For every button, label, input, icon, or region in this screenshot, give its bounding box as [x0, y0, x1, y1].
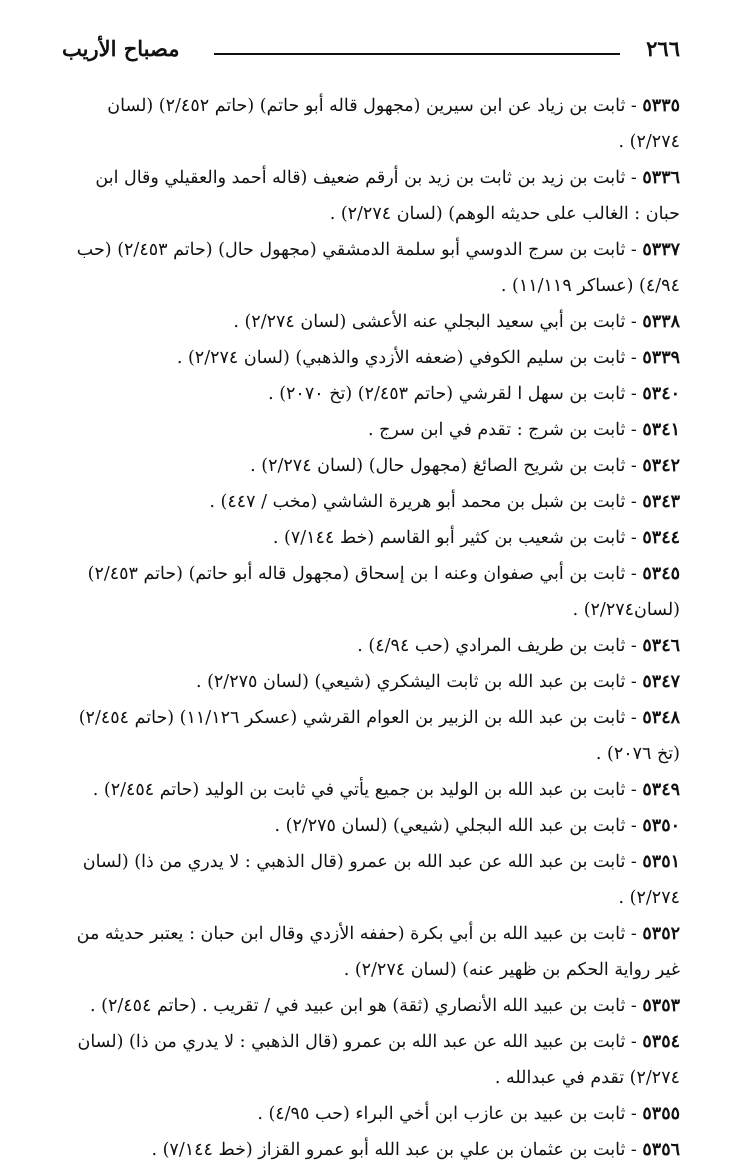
book-title: مصباح الأريب [62, 36, 180, 61]
list-item: ٥٣٤٨ - ثابت بن عبد الله بن الزبير بن العوام القرشي (عسكر ١١/١٢٦) (حاتم ٢/٤٥٤) (تخ ٢٠٧٦) . [78, 708, 680, 764]
entry-number: ٥٣٥٠ [642, 816, 680, 836]
entry-text: ثابت بن أبي صفوان وعنه ا بن إسحاق (مجهول قاله أبو حاتم) (حاتم ٢/٤٥٣) (لسان٢/٢٧٤) . [87, 564, 680, 620]
list-item: ٥٣٥٤ - ثابت بن عبيد الله عن عبد الله بن عمرو (قال الذهبي : لا يدري من ذا) (لسان ٢/٢٧٤) تقدم في عبدالله . [77, 1032, 680, 1088]
entry-text: ثابت بن شريح الصائغ (مجهول حال) (لسان ٢/٢٧٤) . [250, 456, 626, 476]
entry-number: ٥٣٤١ [642, 420, 680, 440]
list-item: ٥٣٤٢ - ثابت بن شريح الصائغ (مجهول حال) (لسان ٢/٢٧٤) . [250, 456, 680, 476]
entry-text: ثابت بن عبد الله البجلي (شيعي) (لسان ٢/٢٧٥) . [274, 816, 626, 836]
list-item: ٥٣٤٧ - ثابت بن عبد الله بن ثابت اليشكري (شيعي) (لسان ٢/٢٧٥) . [195, 672, 680, 692]
entry-text: ثابت بن عبيد الله عن عبد الله بن عمرو (قال الذهبي : لا يدري من ذا) (لسان ٢/٢٧٤) تقدم في عبدالله . [77, 1032, 680, 1088]
entry-text: ثابت بن شبل بن محمد أبو هريرة الشاشي (مخب / ٤٤٧) . [209, 492, 626, 512]
entry-number: ٥٣٤٢ [642, 456, 680, 476]
list-item: ٥٣٤٤ - ثابت بن شعيب بن كثير أبو القاسم (خط ٧/١٤٤) . [272, 528, 680, 548]
entry-text: ثابت بن أبي سعيد البجلي عنه الأعشى (لسان ٢/٢٧٤) . [233, 312, 626, 332]
entry-number: ٥٣٣٦ [642, 168, 680, 188]
entry-text: ثابت بن عبد الله عن عبد الله بن عمرو (قال الذهبي : لا يدري من ذا) (لسان ٢/٢٧٤) . [82, 852, 680, 908]
entry-text: ثابت بن طريف المرادي (حب ٤/٩٤) . [357, 636, 626, 656]
entry-number: ٥٣٣٧ [642, 240, 680, 260]
entry-text: ثابت بن عبيد بن عازب ابن أخي البراء (حب ٤/٩٥) . [257, 1104, 626, 1124]
entry-number: ٥٣٤٤ [642, 528, 680, 548]
entry-list [60, 88, 680, 1168]
list-item: ٥٣٤١ - ثابت بن شرج : تقدم في ابن سرج . [367, 420, 680, 440]
entry-text: ثابت بن عبد الله بن الوليد بن جميع يأتي في ثابت بن الوليد (حاتم ٢/٤٥٤) . [92, 780, 626, 800]
list-item: ٥٣٤٣ - ثابت بن شبل بن محمد أبو هريرة الشاشي (مخب / ٤٤٧) . [209, 492, 680, 512]
list-item: ٥٣٥٠ - ثابت بن عبد الله البجلي (شيعي) (لسان ٢/٢٧٥) . [274, 816, 680, 836]
entry-text: ثابت بن عبد الله بن الزبير بن العوام القرشي (عسكر ١١/١٢٦) (حاتم ٢/٤٥٤) (تخ ٢٠٧٦) . [78, 708, 680, 764]
page-number: ٢٦٦ [646, 36, 680, 61]
list-item: ٥٣٥٥ - ثابت بن عبيد بن عازب ابن أخي البراء (حب ٤/٩٥) . [257, 1104, 680, 1124]
entry-text: ثابت بن سهل ا لقرشي (حاتم ٢/٤٥٣) (تخ ٢٠٧٠) . [268, 384, 626, 404]
entry-number: ٥٣٤٥ [642, 564, 680, 584]
entry-number: ٥٣٥٥ [642, 1104, 680, 1124]
list-item: ٥٣٥٢ - ثابت بن عبيد الله بن أبي بكرة (حففه الأزدي وقال ابن حبان : يعتبر حديثه من غير رواية الحكم بن ظهير عنه) (لسان ٢/٢٧٤) . [76, 924, 680, 980]
entry-number: ٥٣٥٤ [642, 1032, 680, 1052]
header-rule [214, 53, 620, 55]
entry-number: ٥٣٥١ [642, 852, 680, 872]
entry-text: ثابت بن سرج الدوسي أبو سلمة الدمشقي (مجهول حال) (حاتم ٢/٤٥٣) (حب ٤/٩٤) (عساكر ١١/١١٩) . [76, 240, 680, 296]
entry-number: ٥٣٤٨ [642, 708, 680, 728]
entry-number: ٥٣٤٧ [642, 672, 680, 692]
entry-text: ثابت بن شرج : تقدم في ابن سرج . [367, 420, 626, 440]
entry-number: ٥٣٤٣ [642, 492, 680, 512]
list-item: ٥٣٥٦ - ثابت بن عثمان بن علي بن عبد الله أبو عمرو القزاز (خط ٧/١٤٤) . [151, 1140, 680, 1160]
entry-number: ٥٣٤٩ [642, 780, 680, 800]
list-item: ٥٣٤٩ - ثابت بن عبد الله بن الوليد بن جميع يأتي في ثابت بن الوليد (حاتم ٢/٤٥٤) . [92, 780, 680, 800]
entry-text: ثابت بن عبيد الله بن أبي بكرة (حففه الأزدي وقال ابن حبان : يعتبر حديثه من غير رواية الحكم بن ظهير عنه) (لسان ٢/٢٧٤) . [76, 924, 680, 980]
entry-text: ثابت بن عثمان بن علي بن عبد الله أبو عمرو القزاز (خط ٧/١٤٤) . [151, 1140, 626, 1160]
list-item: ٥٣٣٩ - ثابت بن سليم الكوفي (ضعفه الأزدي والذهبي) (لسان ٢/٢٧٤) . [176, 348, 680, 368]
list-item: ٥٣٣٨ - ثابت بن أبي سعيد البجلي عنه الأعشى (لسان ٢/٢٧٤) . [233, 312, 680, 332]
list-item: ٥٣٤٥ - ثابت بن أبي صفوان وعنه ا بن إسحاق (مجهول قاله أبو حاتم) (حاتم ٢/٤٥٣) (لسان٢/٢٧٤) . [87, 564, 680, 620]
page-header [62, 36, 680, 66]
entry-text: ثابت بن شعيب بن كثير أبو القاسم (خط ٧/١٤٤) . [272, 528, 626, 548]
entry-number: ٥٣٣٥ [642, 96, 680, 116]
entry-number: ٥٣٥٦ [642, 1140, 680, 1160]
list-item: ٥٣٤٠ - ثابت بن سهل ا لقرشي (حاتم ٢/٤٥٣) (تخ ٢٠٧٠) . [268, 384, 680, 404]
list-item: ٥٣٣٥ - ثابت بن زياد عن ابن سيرين (مجهول قاله أبو حاتم) (حاتم ٢/٤٥٢) (لسان ٢/٢٧٤) . [107, 96, 680, 152]
list-item: ٥٣٣٧ - ثابت بن سرج الدوسي أبو سلمة الدمشقي (مجهول حال) (حاتم ٢/٤٥٣) (حب ٤/٩٤) (عساكر ١١/١١٩) . [76, 240, 680, 296]
list-item: ٥٣٥١ - ثابت بن عبد الله عن عبد الله بن عمرو (قال الذهبي : لا يدري من ذا) (لسان ٢/٢٧٤) . [82, 852, 680, 908]
entry-text: ثابت بن عبيد الله الأنصاري (ثقة) هو ابن عبيد في / تقريب . (حاتم ٢/٤٥٤) . [90, 996, 626, 1016]
entry-text: ثابت بن زيد بن ثابت بن زيد بن أرقم ضعيف (قاله أحمد والعقيلي وقال ابن حبان : الغالب على حديثه الوهم) (لسان ٢/٢٧٤) . [95, 168, 680, 224]
entry-text: ثابت بن زياد عن ابن سيرين (مجهول قاله أبو حاتم) (حاتم ٢/٤٥٢) (لسان ٢/٢٧٤) . [107, 96, 680, 152]
entry-number: ٥٣٥٢ [642, 924, 680, 944]
list-item: ٥٣٣٦ - ثابت بن زيد بن ثابت بن زيد بن أرقم ضعيف (قاله أحمد والعقيلي وقال ابن حبان : الغالب على حديثه الوهم) (لسان ٢/٢٧٤) . [95, 168, 680, 224]
entry-number: ٥٣٥٣ [642, 996, 680, 1016]
entry-number: ٥٣٤٦ [642, 636, 680, 656]
entry-number: ٥٣٤٠ [642, 384, 680, 404]
entry-number: ٥٣٣٩ [642, 348, 680, 368]
list-item: ٥٣٤٦ - ثابت بن طريف المرادي (حب ٤/٩٤) . [357, 636, 680, 656]
entry-text: ثابت بن عبد الله بن ثابت اليشكري (شيعي) (لسان ٢/٢٧٥) . [195, 672, 626, 692]
entry-text: ثابت بن سليم الكوفي (ضعفه الأزدي والذهبي) (لسان ٢/٢٧٤) . [176, 348, 626, 368]
list-item: ٥٣٥٣ - ثابت بن عبيد الله الأنصاري (ثقة) هو ابن عبيد في / تقريب . (حاتم ٢/٤٥٤) . [90, 996, 680, 1016]
entry-number: ٥٣٣٨ [642, 312, 680, 332]
